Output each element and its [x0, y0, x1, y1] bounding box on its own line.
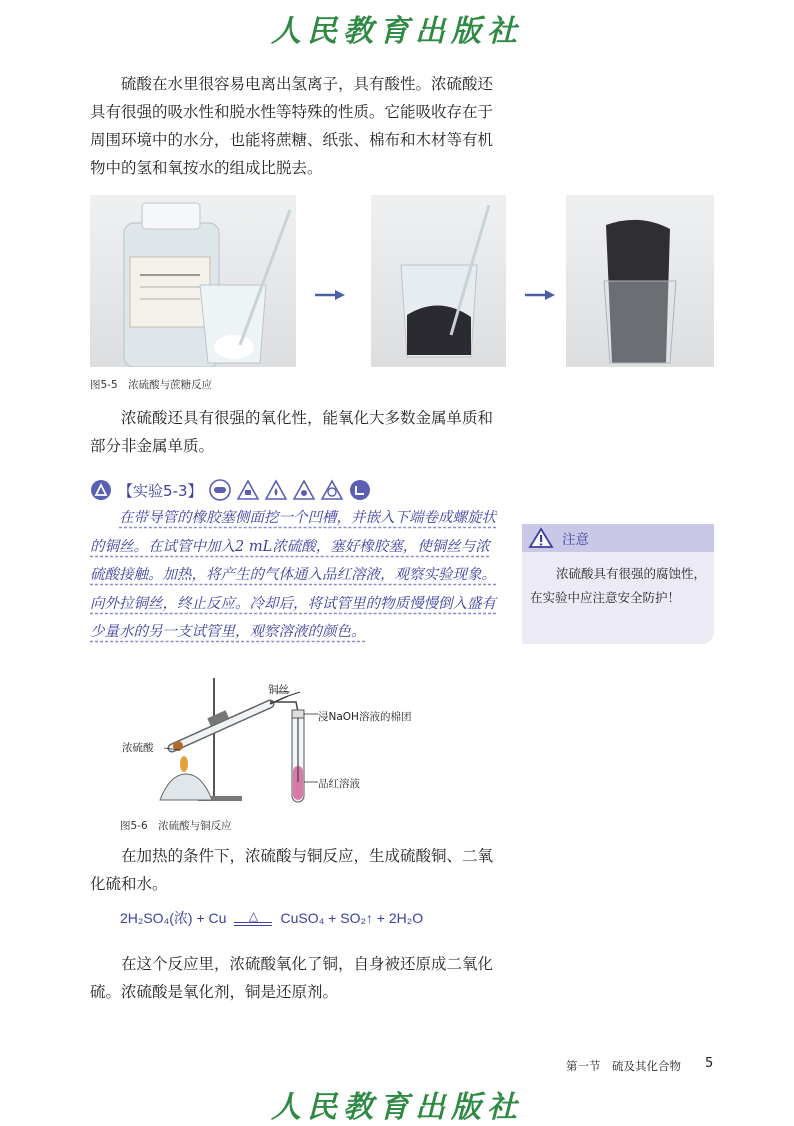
- page-number: 5: [705, 1056, 714, 1071]
- label-naoh-cotton: 浸NaOH溶液的棉团: [318, 711, 412, 723]
- experiment-icon: [90, 479, 112, 501]
- carbon-column-image: [566, 195, 714, 367]
- label-conc-sulfuric-acid: 浓硫酸: [122, 742, 154, 754]
- label-copper-wire: 铜丝: [268, 684, 289, 696]
- equation-condition: △: [248, 909, 259, 923]
- safety-note: [522, 524, 714, 644]
- ventilation-icon: [321, 479, 343, 501]
- goggles-icon: [209, 479, 231, 501]
- equation-arrow: [234, 910, 272, 926]
- heating-icon: [293, 479, 315, 501]
- figure-5-5-caption: 图5-5 浓硫酸与蔗糖反应: [90, 379, 213, 391]
- equation-left: 2H₂SO₄(浓) + Cu: [120, 910, 227, 926]
- publisher-logo: 人民教育出版社: [271, 14, 523, 49]
- corrosive-icon: [237, 479, 259, 501]
- figure-5-6-caption: 图5-6 浓硫酸与铜反应: [120, 820, 232, 832]
- photo-sugar-and-acid: [90, 195, 296, 367]
- publisher-logo-footer: 人民教育出版社: [271, 1090, 523, 1125]
- note-title: 注意: [562, 532, 589, 548]
- experiment-header: [90, 479, 371, 501]
- flammable-icon: [265, 479, 287, 501]
- wash-hands-icon: [349, 479, 371, 501]
- beaker-blackening-image: [371, 195, 506, 367]
- label-magenta-solution: 品红溶液: [318, 778, 360, 790]
- paragraph-redox-roles: 在这个反应里，浓硫酸氧化了铜，自身被还原成二氧化硫。浓硫酸是氧化剂，铜是还原剂。: [90, 955, 494, 1001]
- note-body: 浓硫酸具有很强的腐蚀性，在实验中应注意安全防护！: [530, 566, 707, 605]
- paragraph-sulfuric-acid-properties: 硫酸在水里很容易电离出氢离子，具有酸性。浓硫酸还具有很强的吸水性和脱水性等特殊的性质。它能吸收存在于周围环境中的水分，也能将蔗糖、纸张、棉布和木材等有机物中的氢和氧按水的组成比脱去。: [90, 75, 494, 177]
- paragraph-reaction-products: 在加热的条件下，浓硫酸与铜反应，生成硫酸铜、二氧化硫和水。: [90, 847, 494, 893]
- bottle-and-beaker-image: [90, 195, 296, 367]
- paragraph-oxidizing-property: 浓硫酸还具有很强的氧化性，能氧化大多数金属单质和部分非金属单质。: [90, 409, 494, 455]
- chemical-equation: [120, 908, 423, 928]
- photo-carbon-column: [566, 195, 714, 367]
- arrow-right-icon: [315, 288, 345, 302]
- equation-right: CuSO₄ + SO₂↑ + 2H₂O: [280, 910, 424, 926]
- note-header: [522, 524, 714, 552]
- experiment-procedure: 在带导管的橡胶塞侧面挖一个凹槽，并嵌入下端卷成螺旋状的铜丝。在试管中加入2 mL浓硫酸，塞好橡胶塞，使铜丝与浓硫酸接触。加热，将产生的气体通入品红溶液，观察实验现象。向外拉铜丝，终止反应。冷却后，将试管里的物质慢慢倒入盛有少量水的另一支试管里，观察溶液的颜色。: [90, 510, 496, 640]
- arrow-right-icon: [525, 288, 555, 302]
- apparatus-diagram: [120, 670, 450, 810]
- footer-section-title: 第一节 硫及其化合物: [566, 1059, 681, 1073]
- experiment-title: 【实验5-3】: [118, 481, 203, 500]
- photo-blackening-sugar: [371, 195, 506, 367]
- warning-icon: [528, 527, 554, 549]
